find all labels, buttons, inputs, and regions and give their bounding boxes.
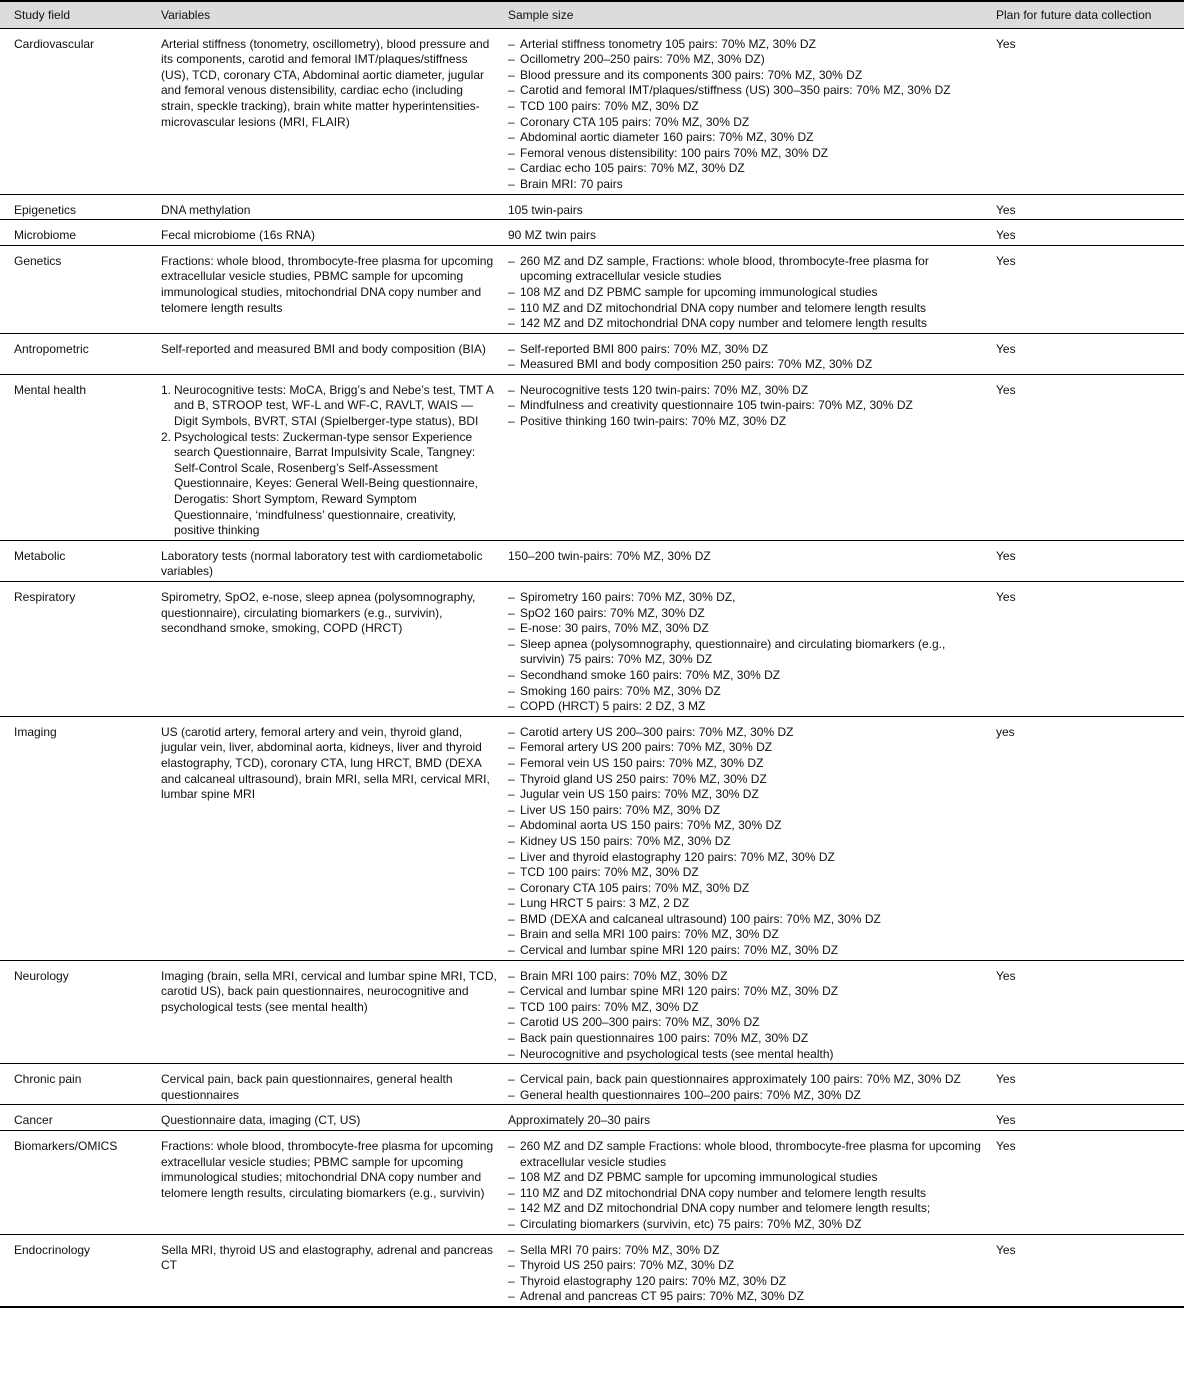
sample-size-list-item: – Neurocognitive tests 120 twin-pairs: 70% MZ, 30% DZ [520,383,984,399]
sample-size-list-item: – Femoral venous distensibility: 100 pairs 70% MZ, 30% DZ [520,146,984,162]
sample-size-cell: 150–200 twin-pairs: 70% MZ, 30% DZ [504,540,990,581]
variables-cell: US (carotid artery, femoral artery and vein, thyroid gland, jugular vein, liver, abdominal aorta, kidneys, liver and thyroid elastography, TCD), coronary CTA, lung HRCT, BMD (DEXA and calcaneal ultrasound), brain MRI, sella MRI, cervical MRI, lumbar spine MRI [147,716,504,960]
table-body [0,28,1184,1307]
sample-size-list [508,342,984,373]
sample-size-list-item: – Blood pressure and its components 300 pairs: 70% MZ, 30% DZ [520,68,984,84]
table-row [0,960,1184,1064]
study-field-cell: Neurology [0,960,147,1064]
sample-size-list-item: – Brain and sella MRI 100 pairs: 70% MZ, 30% DZ [520,927,984,943]
sample-size-list-item: – Measured BMI and body composition 250 pairs: 70% MZ, 30% DZ [520,357,984,373]
sample-size-list-item: – 110 MZ and DZ mitochondrial DNA copy number and telomere length results [520,1186,984,1202]
sample-size-cell [504,1234,990,1307]
variables-cell: Fractions: whole blood, thrombocyte-free plasma for upcoming extracellular vesicle studies; PBMC sample for upcoming immunological studies; mitochondrial DNA copy number and telomere length results, circulating biomarkers (e.g., survivin) [147,1131,504,1235]
sample-size-list-item: – Thyroid US 250 pairs: 70% MZ, 30% DZ [520,1258,984,1274]
plan-cell: Yes [990,220,1184,246]
sample-size-cell [504,1064,990,1105]
sample-size-list-item: – 108 MZ and DZ PBMC sample for upcoming immunological studies [520,1170,984,1186]
sample-size-list-item: – Coronary CTA 105 pairs: 70% MZ, 30% DZ [520,115,984,131]
sample-size-list-item: – Brain MRI 100 pairs: 70% MZ, 30% DZ [520,969,984,985]
sample-size-cell [504,582,990,717]
sample-size-list-item: – Back pain questionnaires 100 pairs: 70% MZ, 30% DZ [520,1031,984,1047]
header-plan: Plan for future data collection [990,1,1184,28]
sample-size-list [508,1072,984,1103]
list-number: 2. [161,429,172,444]
table-row [0,1131,1184,1235]
sample-size-list-item: – Femoral artery US 200 pairs: 70% MZ, 30% DZ [520,740,984,756]
variables-cell: Cervical pain, back pain questionnaires, general health questionnaires [147,1064,504,1105]
study-field-cell: Cardiovascular [0,28,147,194]
study-field-cell: Mental health [0,374,147,540]
sample-size-list-item: – Arterial stiffness tonometry 105 pairs: 70% MZ, 30% DZ [520,37,984,53]
sample-size-list-item: – Kidney US 150 pairs: 70% MZ, 30% DZ [520,834,984,850]
table-row [0,540,1184,581]
variables-cell: Sella MRI, thyroid US and elastography, adrenal and pancreas CT [147,1234,504,1307]
sample-size-list-item: – Sella MRI 70 pairs: 70% MZ, 30% DZ [520,1243,984,1259]
sample-size-list-item: – COPD (HRCT) 5 pairs: 2 DZ, 3 MZ [520,699,984,715]
sample-size-list [508,1139,984,1233]
sample-size-cell [504,374,990,540]
sample-size-list-item: – TCD 100 pairs: 70% MZ, 30% DZ [520,865,984,881]
plan-cell: Yes [990,1131,1184,1235]
variables-cell: Fractions: whole blood, thrombocyte-free plasma for upcoming extracellular vesicle studies, PBMC sample for upcoming immunological studies, mitochondrial DNA copy number and telomere length results [147,245,504,333]
variables-list [161,383,498,539]
sample-size-list-item: – Smoking 160 pairs: 70% MZ, 30% DZ [520,684,984,700]
variables-cell: Questionnaire data, imaging (CT, US) [147,1105,504,1131]
plan-cell: Yes [990,333,1184,374]
plan-cell: yes [990,716,1184,960]
sample-size-list-item: – Thyroid gland US 250 pairs: 70% MZ, 30% DZ [520,772,984,788]
plan-cell: Yes [990,582,1184,717]
plan-cell: Yes [990,1064,1184,1105]
sample-size-list [508,969,984,1063]
sample-size-list-item: – 108 MZ and DZ PBMC sample for upcoming immunological studies [520,285,984,301]
study-field-cell: Chronic pain [0,1064,147,1105]
list-item-text: Psychological tests: Zuckerman-type sensor Experience search Questionnaire, Barrat Impulsivity Scale, Tangney: Self-Control Scale, Rosenberg’s Self-Assessment Questionnaire, Keyes: General Well-Being questionnaire, Derogatis: Short Symptom, Reward Symptom Questionnaire, ‘mindfulness’ questionnaire, creativity, positive thinking [174,429,478,538]
header-study-field: Study field [0,1,147,28]
study-field-cell: Microbiome [0,220,147,246]
variables-cell: Fecal microbiome (16s RNA) [147,220,504,246]
sample-size-list-item: – Spirometry 160 pairs: 70% MZ, 30% DZ, [520,590,984,606]
table-row [0,1105,1184,1131]
sample-size-list [508,383,984,430]
sample-size-list-item: – Jugular vein US 150 pairs: 70% MZ, 30% DZ [520,787,984,803]
sample-size-cell [504,960,990,1064]
study-field-cell: Metabolic [0,540,147,581]
sample-size-list [508,590,984,715]
sample-size-list-item: – Cervical pain, back pain questionnaires approximately 100 pairs: 70% MZ, 30% DZ [520,1072,984,1088]
sample-size-list-item: – Secondhand smoke 160 pairs: 70% MZ, 30% DZ [520,668,984,684]
variables-cell: Laboratory tests (normal laboratory test with cardiometabolic variables) [147,540,504,581]
sample-size-list-item: – 142 MZ and DZ mitochondrial DNA copy number and telomere length results; [520,1201,984,1217]
sample-size-list-item: – 260 MZ and DZ sample Fractions: whole blood, thrombocyte-free plasma for upcoming extracellular vesicle studies [520,1139,984,1170]
study-field-cell: Epigenetics [0,194,147,220]
table-row [0,374,1184,540]
plan-cell: Yes [990,960,1184,1064]
sample-size-list-item: – 110 MZ and DZ mitochondrial DNA copy number and telomere length results [520,301,984,317]
plan-cell: Yes [990,194,1184,220]
variables-cell [147,374,504,540]
plan-cell: Yes [990,28,1184,194]
variables-cell: Spirometry, SpO2, e-nose, sleep apnea (polysomnography, questionnaire), circulating biomarkers (e.g., survivin), secondhand smoke, smoking, COPD (HRCT) [147,582,504,717]
sample-size-list-item: – Adrenal and pancreas CT 95 pairs: 70% MZ, 30% DZ [520,1289,984,1305]
header-variables: Variables [147,1,504,28]
plan-cell: Yes [990,245,1184,333]
sample-size-list-item: – Liver and thyroid elastography 120 pairs: 70% MZ, 30% DZ [520,850,984,866]
plan-cell: Yes [990,540,1184,581]
sample-size-list-item: – Cervical and lumbar spine MRI 120 pairs: 70% MZ, 30% DZ [520,984,984,1000]
table-row [0,582,1184,717]
sample-size-list-item: – TCD 100 pairs: 70% MZ, 30% DZ [520,1000,984,1016]
sample-size-list-item: – Abdominal aorta US 150 pairs: 70% MZ, 30% DZ [520,818,984,834]
sample-size-list-item: – Self-reported BMI 800 pairs: 70% MZ, 30% DZ [520,342,984,358]
header-row [0,1,1184,28]
sample-size-cell [504,716,990,960]
table-row [0,1064,1184,1105]
sample-size-list-item: – Liver US 150 pairs: 70% MZ, 30% DZ [520,803,984,819]
sample-size-list-item: – Carotid US 200–300 pairs: 70% MZ, 30% DZ [520,1015,984,1031]
sample-size-list-item: – Ocillometry 200–250 pairs: 70% MZ, 30% DZ) [520,52,984,68]
sample-size-cell: 90 MZ twin pairs [504,220,990,246]
list-item-text: Neurocognitive tests: MoCA, Brigg’s and Nebe’s test, TMT A and B, STROOP test, WF-L and WF-C, RAVLT, WAIS — Digit Symbols, BVRT, STAI (Spielberger-type status), BDI [174,382,494,429]
sample-size-list-item: – 142 MZ and DZ mitochondrial DNA copy number and telomere length results [520,316,984,332]
study-field-cell: Antropometric [0,333,147,374]
header-sample-size: Sample size [504,1,990,28]
variables-cell: DNA methylation [147,194,504,220]
sample-size-list-item: – Circulating biomarkers (survivin, etc) 75 pairs: 70% MZ, 30% DZ [520,1217,984,1233]
sample-size-list-item: – E-nose: 30 pairs, 70% MZ, 30% DZ [520,621,984,637]
sample-size-cell: Approximately 20–30 pairs [504,1105,990,1131]
study-field-cell: Endocrinology [0,1234,147,1307]
table-row [0,245,1184,333]
sample-size-list-item: – Cardiac echo 105 pairs: 70% MZ, 30% DZ [520,161,984,177]
table-header [0,1,1184,28]
plan-cell: Yes [990,374,1184,540]
sample-size-list-item: – Brain MRI: 70 pairs [520,177,984,193]
sample-size-list-item: – General health questionnaires 100–200 pairs: 70% MZ, 30% DZ [520,1088,984,1104]
list-number: 1. [161,382,172,397]
variables-list-item [161,382,498,430]
sample-size-cell [504,245,990,333]
study-field-cell: Cancer [0,1105,147,1131]
study-field-cell: Imaging [0,716,147,960]
sample-size-list [508,254,984,332]
variables-cell: Self-reported and measured BMI and body composition (BIA) [147,333,504,374]
sample-size-list-item: – Sleep apnea (polysomnography, questionnaire) and circulating biomarkers (e.g., survivin) 75 pairs: 70% MZ, 30% DZ [520,637,984,668]
study-field-cell: Genetics [0,245,147,333]
table-row [0,1234,1184,1307]
variables-cell: Imaging (brain, sella MRI, cervical and lumbar spine MRI, TCD, carotid US), back pain questionnaires, neurocognitive and psychological tests (see mental health) [147,960,504,1064]
sample-size-list-item: – Carotid and femoral IMT/plaques/stiffness (US) 300–350 pairs: 70% MZ, 30% DZ [520,83,984,99]
table-row [0,28,1184,194]
plan-cell: Yes [990,1234,1184,1307]
variables-list-item [161,429,498,539]
sample-size-cell [504,333,990,374]
sample-size-list-item: – Femoral vein US 150 pairs: 70% MZ, 30% DZ [520,756,984,772]
sample-size-list-item: – SpO2 160 pairs: 70% MZ, 30% DZ [520,606,984,622]
sample-size-list [508,725,984,959]
table-row [0,194,1184,220]
sample-size-list-item: – Mindfulness and creativity questionnaire 105 twin-pairs: 70% MZ, 30% DZ [520,398,984,414]
sample-size-cell [504,28,990,194]
sample-size-cell: 105 twin-pairs [504,194,990,220]
table-row [0,333,1184,374]
sample-size-list-item: – TCD 100 pairs: 70% MZ, 30% DZ [520,99,984,115]
sample-size-list-item: – Thyroid elastography 120 pairs: 70% MZ, 30% DZ [520,1274,984,1290]
variables-cell: Arterial stiffness (tonometry, oscillometry), blood pressure and its components, carotid and femoral IMT/plaques/stiffness (US), TCD, coronary CTA, Abdominal aortic diameter, jugular and femoral venous distensibility, cardiac echo (including strain, speckle tracking), brain white matter hyperintensities-microvascular lesions (MRI, FLAIR) [147,28,504,194]
table-row [0,716,1184,960]
sample-size-list-item: – Positive thinking 160 twin-pairs: 70% MZ, 30% DZ [520,414,984,430]
sample-size-list [508,37,984,193]
study-field-cell: Biomarkers/OMICS [0,1131,147,1235]
sample-size-list-item: – Neurocognitive and psychological tests (see mental health) [520,1047,984,1063]
sample-size-list-item: – 260 MZ and DZ sample, Fractions: whole blood, thrombocyte-free plasma for upcoming extracellular vesicle studies [520,254,984,285]
plan-cell: Yes [990,1105,1184,1131]
sample-size-list-item: – Abdominal aortic diameter 160 pairs: 70% MZ, 30% DZ [520,130,984,146]
sample-size-list-item: – Cervical and lumbar spine MRI 120 pairs: 70% MZ, 30% DZ [520,943,984,959]
sample-size-list-item: – Lung HRCT 5 pairs: 3 MZ, 2 DZ [520,896,984,912]
sample-size-cell [504,1131,990,1235]
table-row [0,220,1184,246]
sample-size-list-item: – Carotid artery US 200–300 pairs: 70% MZ, 30% DZ [520,725,984,741]
sample-size-list-item: – BMD (DEXA and calcaneal ultrasound) 100 pairs: 70% MZ, 30% DZ [520,912,984,928]
sample-size-list [508,1243,984,1305]
sample-size-list-item: – Coronary CTA 105 pairs: 70% MZ, 30% DZ [520,881,984,897]
study-field-cell: Respiratory [0,582,147,717]
